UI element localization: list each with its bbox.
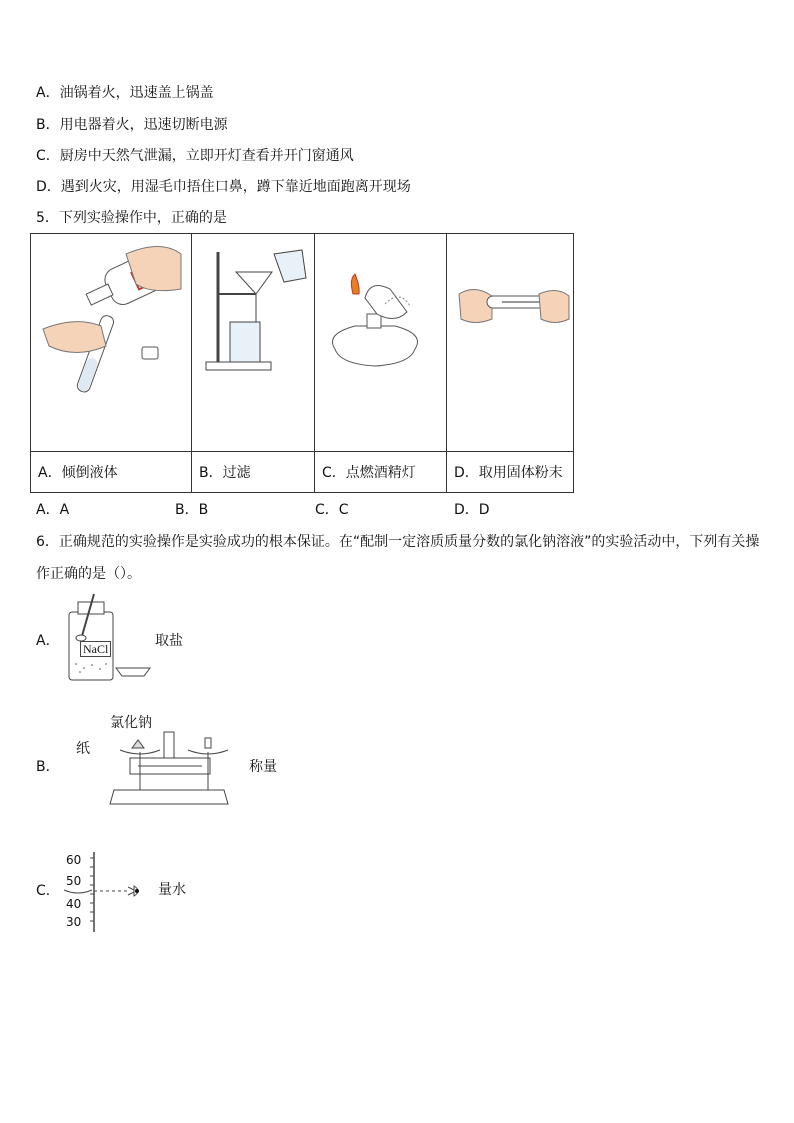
q4-option-b: B．用电器着火，迅速切断电源 bbox=[36, 117, 228, 133]
q6-tick-50: 50 bbox=[66, 874, 82, 888]
q6-option-b-label: 称量 bbox=[249, 759, 277, 775]
q6-tag-salt: 氯化钠 bbox=[110, 715, 152, 731]
q6-option-a-label: 取盐 bbox=[155, 633, 183, 649]
q4-option-a: A．油锅着火，迅速盖上锅盖 bbox=[36, 85, 214, 101]
q5-caption-d: D．取用固体粉末 bbox=[447, 452, 574, 493]
q6-figure-weighing bbox=[74, 712, 234, 808]
q4-option-d: D．遇到火灾，用湿毛巾捂住口鼻，蹲下靠近地面跑离开现场 bbox=[36, 179, 411, 195]
q6-tag-paper: 纸 bbox=[76, 741, 90, 757]
q6-option-c-letter: C． bbox=[36, 883, 60, 899]
q5-choice-c: C．C bbox=[315, 502, 349, 518]
q5-caption-b: B．过滤 bbox=[192, 452, 315, 493]
q6-option-b-letter: B． bbox=[36, 759, 60, 775]
q5-table bbox=[30, 233, 574, 493]
q6-figure-take-salt bbox=[66, 592, 154, 684]
q6-option-a-letter: A． bbox=[36, 633, 60, 649]
q5-caption-a: A．倾倒液体 bbox=[31, 452, 192, 493]
q4-option-c: C．厨房中天然气泄漏，立即开灯查看并开门窗通风 bbox=[36, 148, 354, 164]
q5-choice-a: A．A bbox=[36, 502, 70, 518]
q5-choice-d: D．D bbox=[454, 502, 490, 518]
q6-tick-40: 40 bbox=[66, 897, 82, 911]
q6-figure-measure-water bbox=[62, 850, 158, 934]
q6-tick-60: 60 bbox=[66, 853, 82, 867]
q5-stem: 5．下列实验操作中，正确的是 bbox=[36, 210, 227, 226]
q5-figure-filtration bbox=[192, 234, 315, 452]
q5-figure-light-lamp bbox=[315, 234, 447, 452]
q6-stem-line1: 6．正确规范的实验操作是实验成功的根本保证。在“配制一定溶质质量分数的氯化钠溶液”的实验活动中，下列有关操 bbox=[36, 534, 760, 550]
q5-figure-solid-powder bbox=[447, 234, 574, 452]
q5-figure-pour-liquid bbox=[31, 234, 192, 452]
q6-bottle-label: NaCl bbox=[80, 641, 111, 657]
q6-option-c-label: 量水 bbox=[158, 882, 186, 898]
q6-tick-30: 30 bbox=[66, 915, 82, 929]
q6-stem-line2: 作正确的是（）。 bbox=[36, 566, 141, 582]
q5-choice-b: B．B bbox=[175, 502, 209, 518]
q5-caption-c: C．点燃酒精灯 bbox=[315, 452, 447, 493]
